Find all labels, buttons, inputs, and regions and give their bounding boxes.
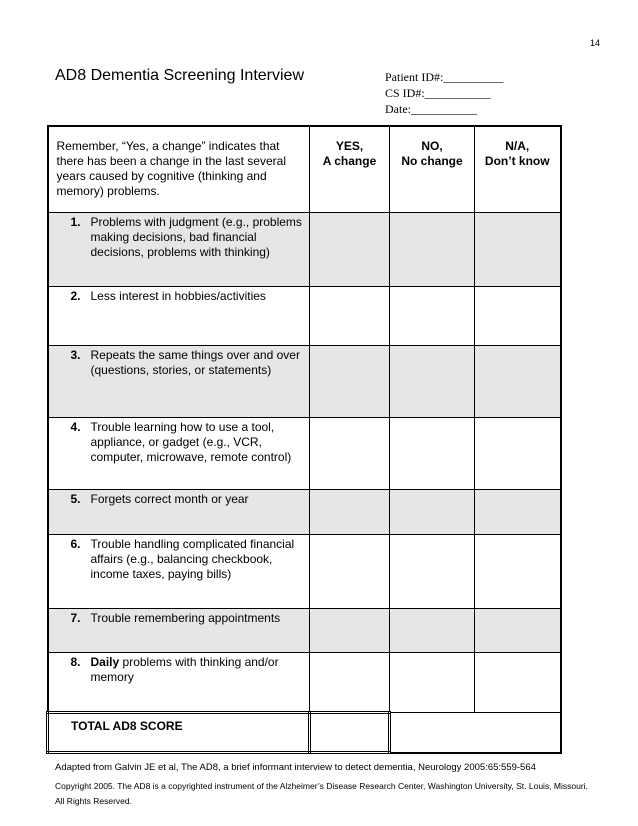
table-row: [48, 287, 561, 346]
table-row: [48, 609, 561, 653]
na-answer-cell[interactable]: [475, 609, 561, 653]
na-answer-cell[interactable]: [475, 653, 561, 713]
item-text: Trouble handling complicated financial affairs (e.g., balancing checkbook, income taxes, paying bills): [90, 537, 295, 581]
no-header-line1: NO,: [421, 139, 443, 153]
na-header-line1: N/A,: [505, 139, 530, 153]
instruction-cell: [48, 126, 310, 213]
table-row: [48, 653, 561, 713]
yes-answer-cell[interactable]: [310, 609, 390, 653]
na-answer-cell[interactable]: [475, 535, 561, 609]
item-text: Trouble learning how to use a tool, appliance, or gadget (e.g., VCR, computer, microwave, remote control): [90, 420, 292, 464]
total-label: TOTAL AD8 SCORE: [71, 719, 183, 733]
item-number: 4.: [70, 420, 81, 434]
item-number: 2.: [70, 289, 81, 303]
item-number: 7.: [70, 611, 81, 625]
date-field[interactable]: Date:___________: [385, 102, 477, 116]
table-row: [48, 535, 561, 609]
cs-id-field[interactable]: CS ID#:___________: [385, 86, 491, 100]
question-cell: [48, 535, 310, 609]
item-text: Forgets correct month or year: [90, 492, 249, 506]
item-number: 8.: [70, 655, 81, 669]
question-cell: [48, 653, 310, 713]
no-answer-cell[interactable]: [390, 346, 475, 418]
footer-copyright: Copyright 2005. The AD8 is a copyrighted instrument of the Alzheimer’s Disease Research Center, Washington University, St. Louis, Missouri.: [55, 781, 588, 791]
instruction-text: Remember, “Yes, a change” indicates that there has been a change in the last several years caused by cognitive (thinking and memory) problems.: [56, 139, 286, 198]
item-number: 5.: [70, 492, 81, 506]
no-answer-cell[interactable]: [390, 213, 475, 287]
question-cell: [48, 346, 310, 418]
table-row: [48, 418, 561, 490]
item-text: problems with thinking and/or memory: [90, 655, 279, 684]
no-answer-cell[interactable]: [390, 653, 475, 713]
na-header-line2: Don’t know: [484, 154, 550, 168]
no-column-header: [390, 126, 475, 213]
table-row: [48, 346, 561, 418]
total-row: [48, 713, 561, 753]
item-text: Less interest in hobbies/activities: [90, 289, 266, 303]
patient-info-block: [385, 69, 503, 117]
item-number: 3.: [70, 348, 81, 362]
na-column-header: [475, 126, 561, 213]
question-cell: [48, 213, 310, 287]
no-answer-cell[interactable]: [390, 609, 475, 653]
question-cell: [48, 418, 310, 490]
no-answer-cell[interactable]: [390, 535, 475, 609]
table-header-row: [48, 126, 561, 213]
page-number: 14: [590, 38, 601, 48]
yes-header-line1: YES,: [335, 139, 364, 153]
ad8-table: [46, 125, 562, 754]
blank-cell: [475, 713, 561, 753]
item-text: Trouble remembering appointments: [90, 611, 281, 625]
table-row: [48, 213, 561, 287]
na-answer-cell[interactable]: [475, 287, 561, 346]
item-number: 6.: [70, 537, 81, 551]
total-score-cell[interactable]: [310, 713, 390, 753]
question-cell: [48, 287, 310, 346]
patient-id-field[interactable]: Patient ID#:__________: [385, 70, 504, 84]
blank-cell: [390, 713, 475, 753]
yes-answer-cell[interactable]: [310, 287, 390, 346]
footer-rights: All Rights Reserved.: [55, 796, 133, 806]
no-answer-cell[interactable]: [390, 490, 475, 535]
item-number: 1.: [70, 215, 81, 229]
yes-header-line2: A change: [322, 154, 377, 168]
item-text: Problems with judgment (e.g., problems making decisions, bad financial decisions, problems with thinking): [90, 215, 302, 259]
na-answer-cell[interactable]: [475, 418, 561, 490]
yes-answer-cell[interactable]: [310, 418, 390, 490]
no-answer-cell[interactable]: [390, 418, 475, 490]
yes-answer-cell[interactable]: [310, 213, 390, 287]
total-label-cell: [48, 713, 310, 753]
yes-answer-cell[interactable]: [310, 490, 390, 535]
table-row: [48, 490, 561, 535]
page-title: AD8 Dementia Screening Interview: [55, 67, 305, 84]
no-header-line2: No change: [401, 154, 463, 168]
yes-answer-cell[interactable]: [310, 346, 390, 418]
yes-column-header: [310, 126, 390, 213]
na-answer-cell[interactable]: [475, 490, 561, 535]
yes-answer-cell[interactable]: [310, 535, 390, 609]
yes-answer-cell[interactable]: [310, 653, 390, 713]
item-bold-word: Daily: [90, 655, 120, 669]
na-answer-cell[interactable]: [475, 213, 561, 287]
no-answer-cell[interactable]: [390, 287, 475, 346]
item-text: Repeats the same things over and over (questions, stories, or statements): [90, 348, 300, 377]
footer-citation: Adapted from Galvin JE et al, The AD8, a brief informant interview to detect dementia, Neurology 2005:65:559-564: [55, 762, 536, 773]
question-cell: [48, 490, 310, 535]
question-cell: [48, 609, 310, 653]
na-answer-cell[interactable]: [475, 346, 561, 418]
